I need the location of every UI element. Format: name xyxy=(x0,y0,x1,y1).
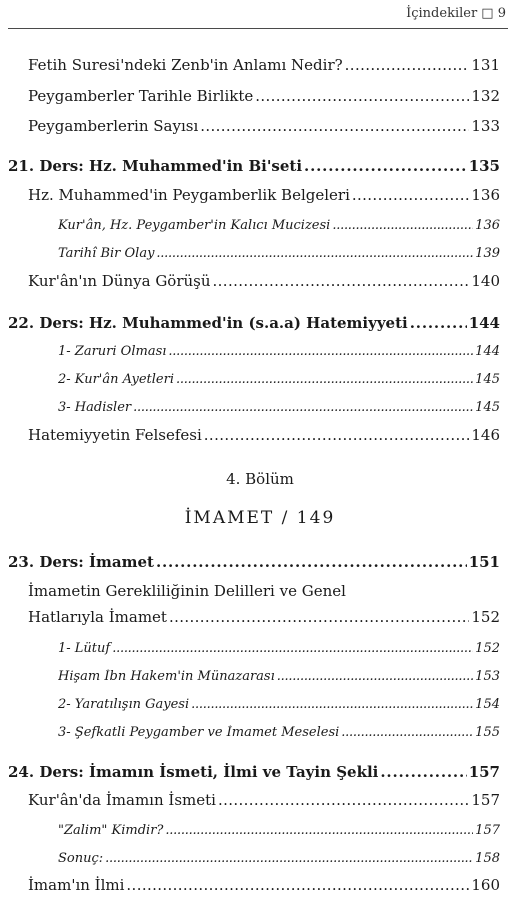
toc-subentry-page: 136 xyxy=(475,218,500,233)
dot-leader xyxy=(304,157,467,175)
section-title: İMAMET / 149 xyxy=(184,508,336,528)
toc-entry[interactable] xyxy=(28,87,500,105)
toc-subentry-page: 157 xyxy=(475,823,500,838)
toc-subentry-page: 155 xyxy=(475,725,500,740)
toc-subentry[interactable] xyxy=(58,218,500,233)
dot-leader xyxy=(200,117,469,135)
toc-chapter-page: 144 xyxy=(468,314,500,332)
dot-leader xyxy=(255,87,469,105)
toc-subentry[interactable] xyxy=(58,344,500,359)
toc-subentry[interactable] xyxy=(58,641,500,656)
toc-subentry-title: 1- Lütuf xyxy=(58,641,111,656)
toc-entry-page: 140 xyxy=(471,272,500,290)
toc-subentry[interactable] xyxy=(58,851,500,866)
dot-leader xyxy=(156,553,467,571)
toc-entry-title: Kur'ân'ın Dünya Görüşü xyxy=(28,272,211,290)
toc-subentry-title: Sonuç: xyxy=(58,851,104,866)
dot-leader xyxy=(213,272,470,290)
toc-chapter-title: 21. Ders: Hz. Muhammed'in Bi'seti xyxy=(8,157,303,175)
dot-leader xyxy=(165,823,473,838)
toc-chapter[interactable] xyxy=(8,157,500,175)
toc-subentry[interactable] xyxy=(58,697,500,712)
toc-subentry-page: 154 xyxy=(475,697,500,712)
toc-entry-page: 160 xyxy=(471,876,500,894)
toc-subentry[interactable] xyxy=(58,372,500,387)
dot-leader xyxy=(169,608,469,626)
dot-leader xyxy=(105,851,473,866)
toc-subentry[interactable] xyxy=(58,669,500,684)
toc-chapter[interactable] xyxy=(8,314,500,332)
toc-entry[interactable] xyxy=(28,117,500,135)
toc-subentry-page: 145 xyxy=(475,372,500,387)
toc-entry-title: Hatlarıyla İmamet xyxy=(28,608,167,626)
toc-subentry-page: 145 xyxy=(475,400,500,415)
toc-chapter-title: 23. Ders: İmamet xyxy=(8,553,154,571)
toc-subentry-title: "Zalim" Kimdir? xyxy=(58,823,164,838)
toc-entry-page: 157 xyxy=(471,791,500,809)
toc-subentry-page: 153 xyxy=(475,669,500,684)
dot-leader xyxy=(332,218,473,233)
toc-entry[interactable] xyxy=(28,791,500,809)
toc-subentry[interactable] xyxy=(58,400,500,415)
toc-subentry-title: Tarihî Bir Olay xyxy=(58,246,155,261)
part-label: 4. Bölüm xyxy=(226,470,294,488)
toc-entry[interactable] xyxy=(28,876,500,894)
toc-entry-title: Kur'ân'da İmamın İsmeti xyxy=(28,791,216,809)
dot-leader xyxy=(218,791,469,809)
toc-chapter[interactable] xyxy=(8,553,500,571)
toc-subentry-title: 3- Hadisler xyxy=(58,400,132,415)
toc-entry[interactable] xyxy=(28,426,500,444)
dot-leader xyxy=(176,372,473,387)
dot-leader xyxy=(112,641,473,656)
toc-entry-page: 136 xyxy=(471,186,500,204)
dot-leader xyxy=(380,763,466,781)
toc-subentry-title: 1- Zaruri Olması xyxy=(58,344,167,359)
dot-leader xyxy=(341,725,473,740)
dot-leader xyxy=(410,314,467,332)
dot-leader xyxy=(126,876,469,894)
toc-subentry-page: 144 xyxy=(475,344,500,359)
toc-subentry[interactable] xyxy=(58,725,500,740)
toc-entry-title: Hatemiyyetin Felsefesi xyxy=(28,426,202,444)
running-header: İçindekiler □ 9 xyxy=(406,6,506,21)
dot-leader xyxy=(168,344,473,359)
toc-chapter-title: 24. Ders: İmamın İsmeti, İlmi ve Tayin Şekli xyxy=(8,763,379,781)
toc-subentry-title: 2- Yaratılışın Gayesi xyxy=(58,697,190,712)
toc-entry-page: 133 xyxy=(471,117,500,135)
dot-leader xyxy=(133,400,473,415)
toc-subentry-title: Hişam İbn Hakem'in Münazarası xyxy=(58,669,275,684)
toc-entry-page: 131 xyxy=(471,56,500,74)
toc-subentry-title: 3- Şefkatli Peygamber ve İmamet Meselesi xyxy=(58,725,340,740)
toc-subentry-page: 152 xyxy=(475,641,500,656)
toc-entry-title: Fetih Suresi'ndeki Zenb'in Anlamı Nedir? xyxy=(28,56,343,74)
toc-entry-title: İmam'ın İlmi xyxy=(28,876,125,894)
toc-entry-title: Peygamberler Tarihle Birlikte xyxy=(28,87,254,105)
toc-chapter-page: 157 xyxy=(468,763,500,781)
toc-entry-page: 146 xyxy=(471,426,500,444)
dot-leader xyxy=(352,186,469,204)
toc-chapter-page: 151 xyxy=(468,553,500,571)
dot-leader xyxy=(345,56,470,74)
dot-leader xyxy=(156,246,473,261)
header-rule xyxy=(8,28,508,29)
toc-entry[interactable] xyxy=(28,186,500,204)
toc-entry[interactable] xyxy=(28,608,500,626)
toc-subentry-title: 2- Kur'ân Ayetleri xyxy=(58,372,174,387)
dot-leader xyxy=(277,669,473,684)
toc-chapter[interactable] xyxy=(8,763,500,781)
toc-entry-title: Hz. Muhammed'in Peygamberlik Belgeleri xyxy=(28,186,350,204)
dot-leader xyxy=(204,426,470,444)
toc-subentry-page: 139 xyxy=(475,246,500,261)
toc-chapter-title: 22. Ders: Hz. Muhammed'in (s.a.a) Hatemiyyeti xyxy=(8,314,408,332)
toc-entry-title: Peygamberlerin Sayısı xyxy=(28,117,199,135)
toc-entry[interactable] xyxy=(28,56,500,74)
dot-leader xyxy=(191,697,473,712)
toc-entry-page: 152 xyxy=(471,608,500,626)
toc-subentry[interactable] xyxy=(58,823,500,838)
toc-chapter-page: 135 xyxy=(468,157,500,175)
toc-subentry-title: Kur'ân, Hz. Peygamber'in Kalıcı Mucizesi xyxy=(58,218,331,233)
toc-entry-page: 132 xyxy=(471,87,500,105)
toc-subentry[interactable] xyxy=(58,246,500,261)
toc-entry-title-line1[interactable]: İmametin Gerekliliğinin Delilleri ve Genel xyxy=(28,582,346,600)
toc-subentry-page: 158 xyxy=(475,851,500,866)
toc-entry[interactable] xyxy=(28,272,500,290)
